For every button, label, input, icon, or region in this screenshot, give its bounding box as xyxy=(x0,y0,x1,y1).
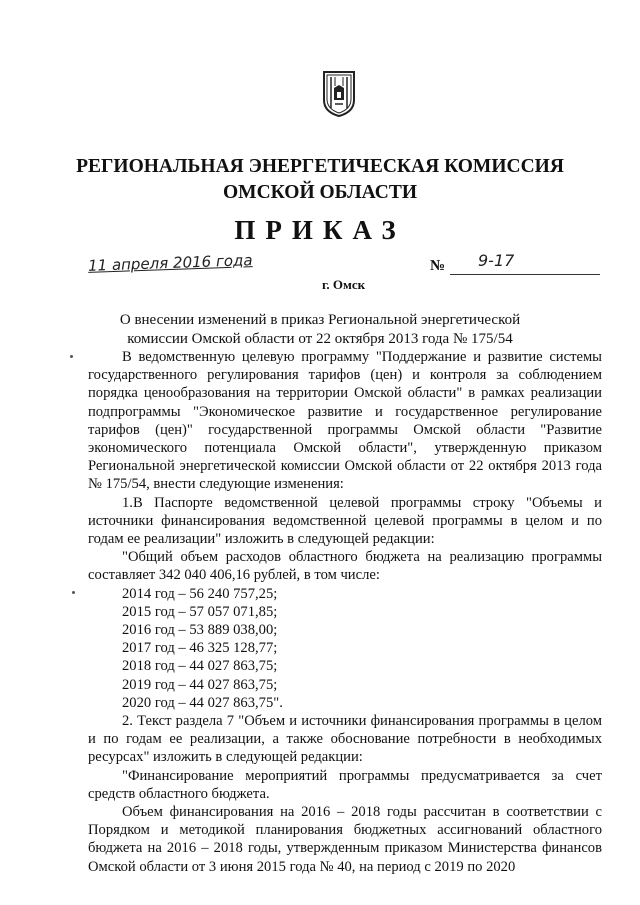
city-label: г. Омск xyxy=(322,277,366,292)
subject-line-1: О внесении изменений в приказ Региональной энергетической xyxy=(119,312,521,328)
number-underline xyxy=(450,274,600,275)
year-amount-2017: 2017 год – 46 325 128,77; xyxy=(122,640,278,657)
handwritten-number: 9-17 xyxy=(478,251,515,270)
org-line-2: ОМСКОЙ ОБЛАСТИ xyxy=(223,182,417,203)
org-line-1: РЕГИОНАЛЬНАЯ ЭНЕРГЕТИЧЕСКАЯ КОМИССИЯ xyxy=(76,156,564,177)
scan-speck xyxy=(70,355,73,358)
subject-line-2: комиссии Омской области от 22 октября 2013 года № 175/54 xyxy=(127,331,513,347)
paragraph-financing-volume: Объем финансирования на 2016 – 2018 годы рассчитан в соответствии с Порядком и методикой планирования бюджетных ассигнований областного бюджета на 2016 – 2018 годы, утвержденным приказом Министерства финансов Омской области от 3 июня 2015 года № 40, на период с 2019 по 2020 xyxy=(88,804,602,875)
paragraph-intro: В ведомственную целевую программу "Поддержание и развитие системы государственного регулирования тарифов (цен) и контроля за соблюдением порядка ценообразования на территории Омской области" в рамках реализации подпрограммы "Экономическое развитие и государственное регулирование тарифов (цен)" государственной программы Омской области "Развитие экономического потенциала Омской области", утвержденную приказом Региональной энергетической комиссии Омской области от 22 октября 2013 года № 175/54, внести следующие изменения: xyxy=(88,349,602,493)
organization-name xyxy=(0,154,640,206)
paragraph-item-2: 2. Текст раздела 7 "Объем и источники финансирования программы в целом и по годам ее реализации, а также обоснование потребности в необходимых ресурсах" изложить в следующей редакции: xyxy=(88,713,602,766)
paragraph-total-amount: "Общий объем расходов областного бюджета на реализацию программы составляет 342 040 406,16 рублей, в том числе: xyxy=(88,549,602,584)
document-body xyxy=(88,348,602,876)
year-amount-2020: 2020 год – 44 027 863,75". xyxy=(122,694,283,711)
document-subject xyxy=(0,311,640,349)
scan-speck xyxy=(72,591,75,594)
handwritten-date: 11 апреля 2016 года xyxy=(87,251,253,275)
coat-of-arms-emblem xyxy=(322,70,356,118)
year-amount-2018: 2018 год – 44 027 863,75; xyxy=(122,658,278,675)
year-amount-2016: 2016 год – 53 889 038,00; xyxy=(122,622,278,639)
year-amount-2014: 2014 год – 56 240 757,25; xyxy=(122,585,278,602)
document-title: ПРИКАЗ xyxy=(234,215,406,245)
number-label: № xyxy=(430,258,446,274)
paragraph-financing: "Финансирование мероприятий программы предусматривается за счет средств областного бюджета. xyxy=(88,767,602,802)
year-amount-2015: 2015 год – 57 057 071,85; xyxy=(122,603,278,620)
paragraph-item-1: 1.В Паспорте ведомственной целевой программы строку "Объемы и источники финансирования ведомственной целевой программы в целом и по годам ее реализации" изложить в следующей редакции: xyxy=(88,494,602,548)
year-amount-2019: 2019 год – 44 027 863,75; xyxy=(122,676,278,693)
